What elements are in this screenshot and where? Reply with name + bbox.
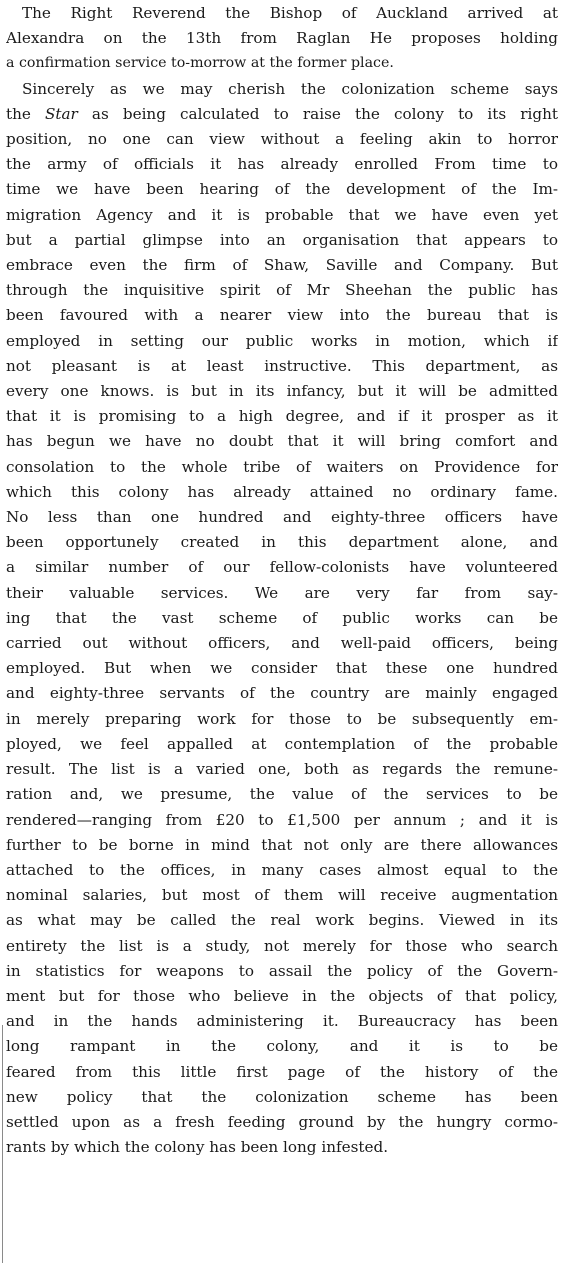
text-line: employed in setting our public works in motion, which if xyxy=(6,331,558,350)
text-line: in merely preparing work for those to be subsequently em- xyxy=(6,709,558,728)
text-line: been favoured with a nearer view into the bureau that is xyxy=(6,306,558,325)
text-line: through the inquisitive spirit of Mr Sheehan the public has xyxy=(6,281,558,300)
text-line: consolation to the whole tribe of waiters on Providence for xyxy=(6,457,558,476)
text-line: has begun we have no doubt that it will bring comfort and xyxy=(6,432,558,451)
text-line: that it is promising to a high degree, and if it prosper as it xyxy=(6,407,558,426)
text-line: No less than one hundred and eighty-three officers have xyxy=(6,508,558,527)
text-line: but a partial glimpse into an organisation that appears to xyxy=(6,230,558,249)
text-line: long rampant in the colony, and it is to be xyxy=(6,1037,558,1056)
text-line: time we have been hearing of the development of the Im- xyxy=(6,180,558,199)
text-line: the Star as being calculated to raise the colony to its right xyxy=(6,104,558,123)
text-line: migration Agency and it is probable that we have even yet xyxy=(6,205,558,224)
text-line: and eighty-three servants of the country are mainly engaged xyxy=(6,684,558,703)
paragraph-colonization-scheme xyxy=(6,77,558,1161)
text-line: and in the hands administering it. Bureaucracy has been xyxy=(6,1012,558,1031)
text-line: carried out without officers, and well-paid officers, being xyxy=(6,634,558,653)
text-line: a confirmation service to-morrow at the former place. xyxy=(6,55,394,72)
text-line: entirety the list is a study, not merely for those who search xyxy=(6,936,558,955)
text-line: embrace even the firm of Shaw, Saville and Company. But xyxy=(6,256,558,275)
text-line: settled upon as a fresh feeding ground by the hungry cormo- xyxy=(6,1112,558,1131)
text-line: which this colony has already attained no ordinary fame. xyxy=(6,482,558,501)
column-edge-rule xyxy=(2,1025,3,1263)
text-line: been opportunely created in this department alone, and xyxy=(6,533,558,552)
text-line: new policy that the colonization scheme has been xyxy=(6,1087,558,1106)
text-line: further to be borne in mind that not only are there allowances xyxy=(6,835,558,854)
text-line: not pleasant is at least instructive. This department, as xyxy=(6,356,558,375)
text-line: result. The list is a varied one, both as regards the remune- xyxy=(6,760,558,779)
text-line: ration and, we presume, the value of the services to be xyxy=(6,785,558,804)
text-line: ployed, we feel appalled at contemplation of the probable xyxy=(6,734,558,753)
text-line: ing that the vast scheme of public works can be xyxy=(6,608,558,627)
text-line: every one knows. is but in its infancy, but it will be admitted xyxy=(6,382,558,401)
text-line: in statistics for weapons to assail the policy of the Govern- xyxy=(6,961,558,980)
text-line: as what may be called the real work begins. Viewed in its xyxy=(6,911,558,930)
text-line: employed. But when we consider that these one hundred xyxy=(6,659,558,678)
text-line: feared from this little first page of the history of the xyxy=(6,1062,558,1081)
text-line: nominal salaries, but most of them will receive augmentation xyxy=(6,886,558,905)
paragraph-bishop-arrival xyxy=(6,1,558,77)
text-line: the army of officials it has already enrolled From time to xyxy=(6,155,558,174)
text-line: position, no one can view without a feeling akin to horror xyxy=(6,130,558,149)
text-line: their valuable services. We are very far from say- xyxy=(6,583,558,602)
text-line: The Right Reverend the Bishop of Auckland arrived at xyxy=(22,4,558,22)
newspaper-title: Star xyxy=(44,104,78,123)
text-line: Alexandra on the 13th from Raglan He proposes holding xyxy=(6,29,558,48)
text-line: ment but for those who believe in the objects of that policy, xyxy=(6,986,558,1005)
text-line: a similar number of our fellow-colonists have volunteered xyxy=(6,558,558,577)
text-line: Sincerely as we may cherish the colonization scheme says xyxy=(22,79,558,98)
text-line: rants by which the colony has been long infested. xyxy=(6,1138,389,1157)
text-line: rendered—ranging from £20 to £1,500 per annum ; and it is xyxy=(6,810,558,829)
text-line: attached to the offices, in many cases almost equal to the xyxy=(6,860,558,879)
